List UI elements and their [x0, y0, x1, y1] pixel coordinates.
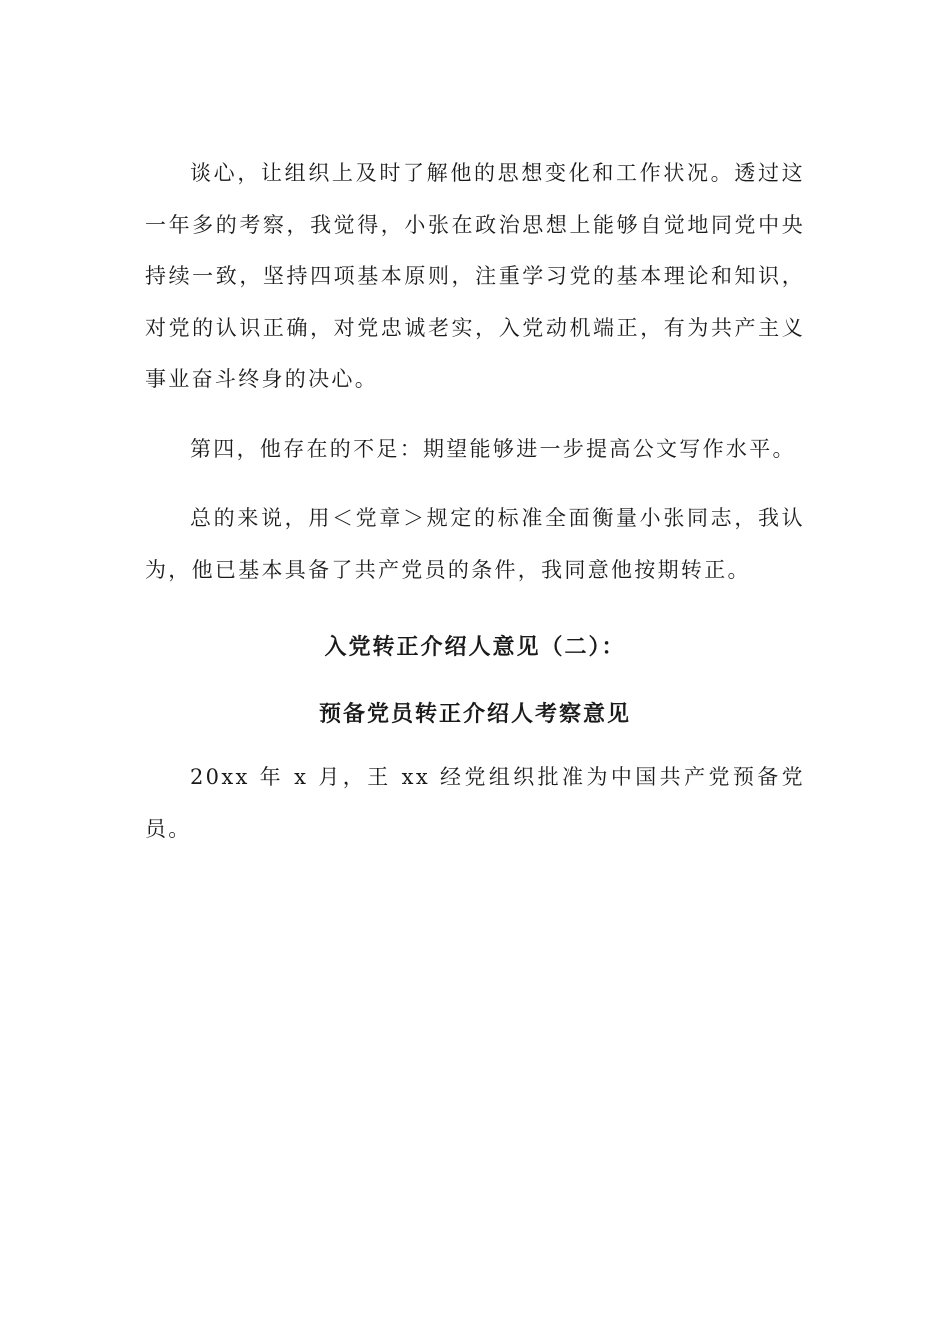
- document-body: [145, 148, 805, 855]
- paragraph-assessment-summary: 谈心，让组织上及时了解他的思想变化和工作状况。透过这一年多的考察，我觉得，小张在政治思想上能够自觉地同党中央持续一致，坚持四项基本原则，注重学习党的基本理论和知识，对党的认识正确，对党忠诚老实，入党动机端正，有为共产主义事业奋斗终身的决心。: [145, 161, 805, 391]
- section-subheading: 预备党员转正介绍人考察意见: [318, 702, 631, 727]
- section-heading: 入党转正介绍人意见（二）：: [324, 635, 626, 660]
- paragraph-conclusion: 总的来说，用＜党章＞规定的标准全面衡量小张同志，我认为，他已基本具备了共产党员的条件，我同意他按期转正。: [145, 506, 805, 582]
- paragraph-shortcomings: 第四，他存在的不足：期望能够进一步提高公文写作水平。: [190, 436, 796, 461]
- paragraph-opening: 20xx 年 x 月，王 xx 经党组织批准为中国共产党预备党员。: [145, 765, 805, 841]
